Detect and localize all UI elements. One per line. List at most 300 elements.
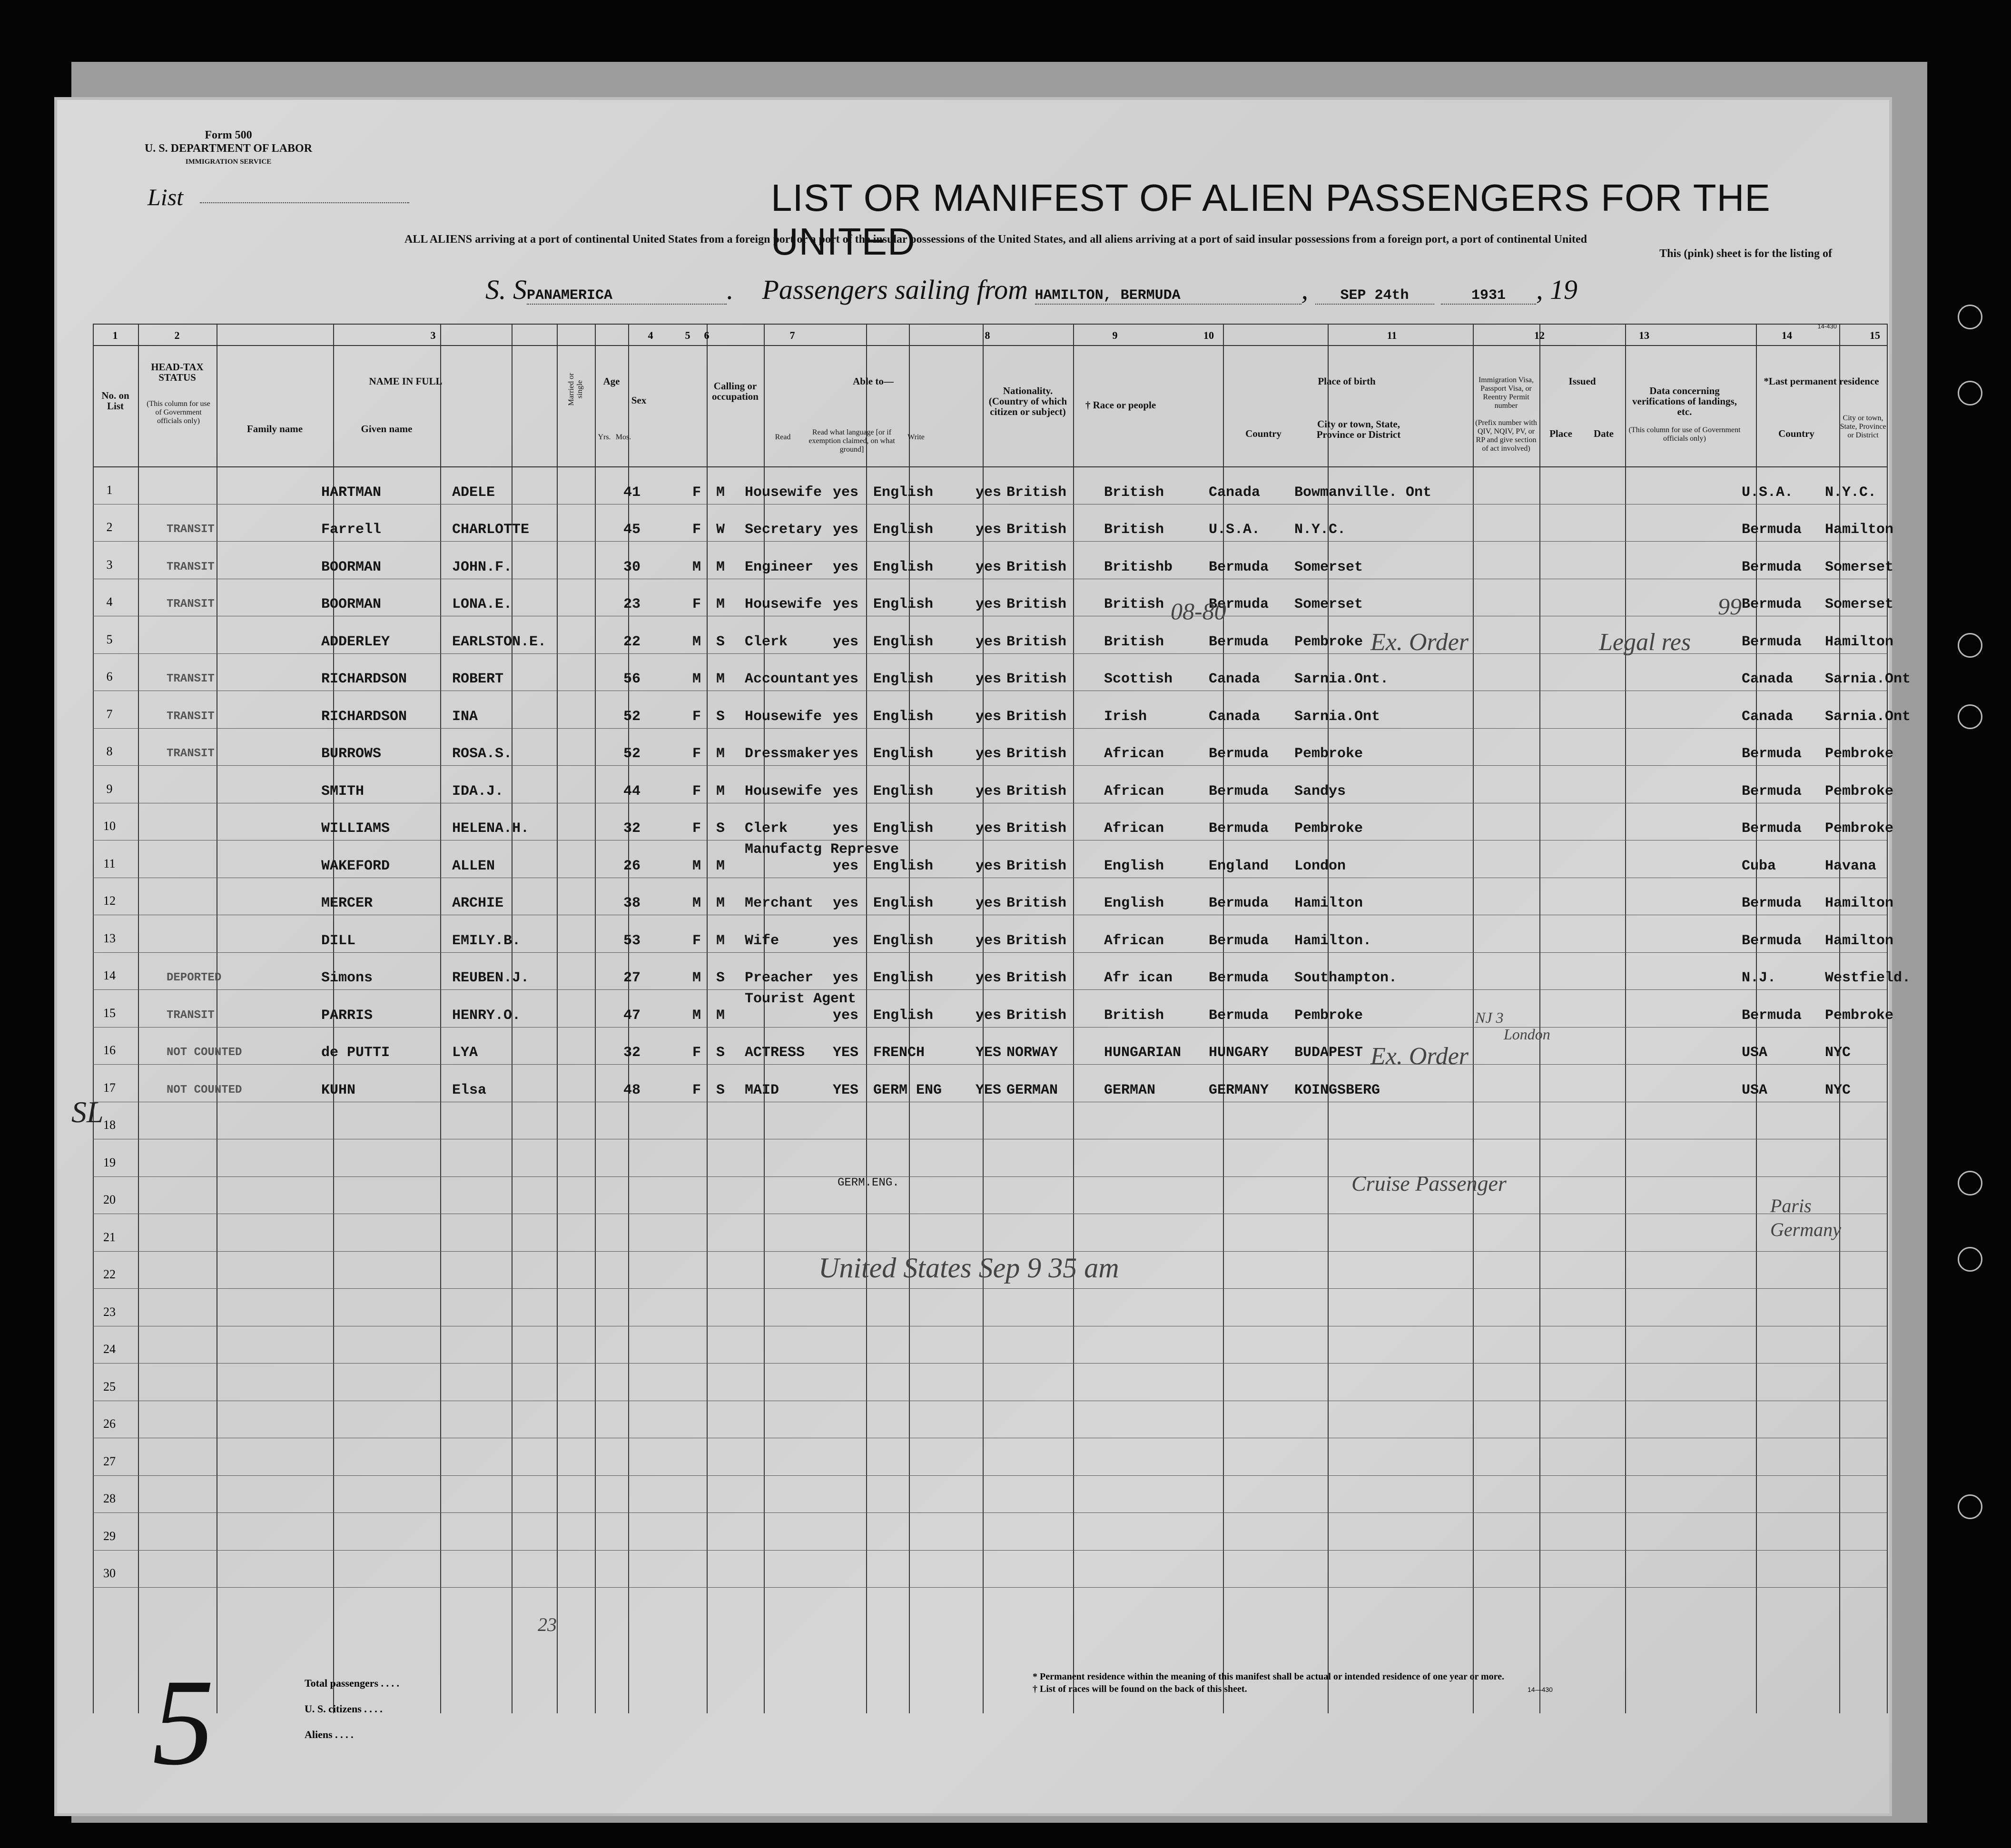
cell-res-country: Bermuda xyxy=(1742,596,1802,613)
cell-yrs: 26 xyxy=(623,858,641,874)
handwritten-note: 08-80 xyxy=(1171,598,1226,624)
cell-birth-city: Hamilton xyxy=(1294,895,1363,911)
cell-family: ADDERLEY xyxy=(321,633,390,650)
cell-family: HARTMAN xyxy=(321,484,382,501)
cell-res-city: Pembroke xyxy=(1825,1007,1894,1024)
form-block xyxy=(133,128,324,168)
cell-sex: M xyxy=(692,895,701,911)
list-label: List xyxy=(148,184,184,210)
cell-birth-country: England xyxy=(1209,858,1269,874)
page-mark: 5 xyxy=(152,1654,214,1791)
cell-birth-city: Southampton. xyxy=(1294,970,1398,986)
column-divider xyxy=(1539,324,1540,1713)
cell-birth-country: Bermuda xyxy=(1209,970,1269,986)
cell-nationality: British xyxy=(1006,708,1067,725)
row-number: 25 xyxy=(103,1379,116,1393)
handwritten-note: 99 xyxy=(1718,593,1742,620)
ship-prefix: S. S xyxy=(485,274,527,305)
cell-birth-city: Bowmanville. Ont xyxy=(1294,484,1432,501)
ship-line: S. SPANAMERICA . Passengers sailing from HAMILTON, BERMUDA , SEP 24th 1931 , 19 xyxy=(485,274,1578,305)
cell-family: WAKEFORD xyxy=(321,858,390,874)
cell-birth-country: HUNGARY xyxy=(1209,1045,1269,1061)
cell-yrs: 30 xyxy=(623,559,641,575)
cell-res-city: Somerset xyxy=(1825,559,1894,575)
cell-occupation: Manufactg Represve xyxy=(745,841,899,858)
column-number: 11 xyxy=(1387,329,1397,341)
cell-write: yes xyxy=(976,633,1002,650)
punch-hole xyxy=(1958,1494,1982,1519)
cell-write: yes xyxy=(976,484,1002,501)
cell-read: yes xyxy=(833,746,859,762)
cell-occupation: Clerk xyxy=(745,820,788,837)
cell-race: African xyxy=(1104,746,1164,762)
cell-write: yes xyxy=(976,522,1002,538)
cell-sex: F xyxy=(692,783,701,800)
handwritten-note: Ex. Order xyxy=(1370,629,1469,656)
row-number: 30 xyxy=(103,1566,116,1580)
row-number: 2 xyxy=(106,520,113,534)
cell-res-city: Pembroke xyxy=(1825,746,1894,762)
cell-res-country: Bermuda xyxy=(1742,820,1802,837)
row-number: 13 xyxy=(103,931,116,945)
cell-birth-country: Bermuda xyxy=(1209,633,1269,650)
cell-race: English xyxy=(1104,858,1164,874)
cell-ms: S xyxy=(716,970,725,986)
cell-family: KUHN xyxy=(321,1082,356,1098)
cell-birth-city: KOINGSBERG xyxy=(1294,1082,1380,1098)
cell-read: yes xyxy=(833,1007,859,1024)
cell-birth-country: Canada xyxy=(1209,671,1261,687)
cell-read: yes xyxy=(833,708,859,725)
cell-yrs: 41 xyxy=(623,484,641,501)
column-number: 13 xyxy=(1639,329,1649,341)
cell-read: YES xyxy=(833,1082,859,1098)
cell-nationality: British xyxy=(1006,783,1067,800)
cell-read: yes xyxy=(833,559,859,575)
cell-res-city: Hamilton xyxy=(1825,522,1894,538)
header-name-in-full: NAME IN FULL xyxy=(369,376,443,387)
column-number: 10 xyxy=(1203,329,1214,341)
cell-language: English xyxy=(873,484,934,501)
row-number: 29 xyxy=(103,1529,116,1543)
cell-res-country: Canada xyxy=(1742,708,1794,725)
row-number: 16 xyxy=(103,1043,116,1057)
cell-ms: S xyxy=(716,708,725,725)
cell-read: yes xyxy=(833,858,859,874)
cell-status: DEPORTED xyxy=(167,971,222,984)
sailing-date: SEP 24th xyxy=(1315,287,1434,305)
cell-race: African xyxy=(1104,932,1164,949)
row-number: 28 xyxy=(103,1492,116,1505)
cell-birth-country: Bermuda xyxy=(1209,820,1269,837)
cell-yrs: 52 xyxy=(623,746,641,762)
cell-read: YES xyxy=(833,1045,859,1061)
cell-occupation: ACTRESS xyxy=(745,1045,805,1061)
column-divider xyxy=(1073,324,1074,1713)
row-rule xyxy=(93,1363,1887,1364)
column-number: 6 xyxy=(704,329,710,341)
header-last-residence: *Last permanent residence xyxy=(1764,376,1879,387)
cell-birth-city: Pembroke xyxy=(1294,746,1363,762)
cell-language: English xyxy=(873,895,934,911)
cell-given: ROBERT xyxy=(452,671,504,687)
cell-given: IDA.J. xyxy=(452,783,504,800)
cell-yrs: 32 xyxy=(623,1045,641,1061)
header-sex: Sex xyxy=(631,395,647,406)
header-visa-note: (Prefix number with QIV, NQIV, PV, or RP and give section of act involved) xyxy=(1475,419,1537,453)
cell-race: British xyxy=(1104,596,1164,613)
cell-res-country: Canada xyxy=(1742,671,1794,687)
cell-family: WILLIAMS xyxy=(321,820,390,837)
column-number: 12 xyxy=(1534,329,1545,341)
row-number: 4 xyxy=(106,595,113,609)
row-rule xyxy=(93,989,1887,990)
row-number: 23 xyxy=(103,1304,116,1319)
cell-write: yes xyxy=(976,895,1002,911)
cell-yrs: 47 xyxy=(623,1007,641,1024)
cell-occupation: Wife xyxy=(745,932,779,949)
form-code-top: 14-430 xyxy=(1817,323,1837,330)
column-divider xyxy=(557,324,558,1713)
column-number: 9 xyxy=(1112,329,1118,341)
manifest-title: LIST OR MANIFEST OF ALIEN PASSENGERS FOR THE UNITED xyxy=(771,177,1771,263)
punch-hole xyxy=(1958,704,1982,729)
cell-sex: F xyxy=(692,746,701,762)
header-nationality: Nationality. (Country of which citizen or subject) xyxy=(988,385,1067,417)
punch-hole xyxy=(1958,305,1982,329)
cell-sex: F xyxy=(692,820,701,837)
cell-race: Afr ican xyxy=(1104,970,1173,986)
cell-nationality: GERMAN xyxy=(1006,1082,1058,1098)
cell-race: GERMAN xyxy=(1104,1082,1156,1098)
cell-nationality: British xyxy=(1006,820,1067,837)
row-number: 18 xyxy=(103,1118,116,1132)
row-number: 19 xyxy=(103,1155,116,1169)
header-no-on-list: No. on List xyxy=(101,390,129,412)
cell-res-country: Bermuda xyxy=(1742,895,1802,911)
cell-birth-city: Somerset xyxy=(1294,596,1363,613)
cell-birth-city: Sarnia.Ont xyxy=(1294,708,1380,725)
row-rule xyxy=(93,1027,1887,1028)
cell-nationality: British xyxy=(1006,484,1067,501)
cell-nationality: British xyxy=(1006,633,1067,650)
cell-birth-city: Pembroke xyxy=(1294,633,1363,650)
cell-sex: F xyxy=(692,522,701,538)
cell-birth-country: U.S.A. xyxy=(1209,522,1261,538)
cell-status: TRANSIT xyxy=(167,523,215,536)
cell-language: English xyxy=(873,858,934,874)
cell-yrs: 45 xyxy=(623,522,641,538)
cell-birth-country: Bermuda xyxy=(1209,1007,1269,1024)
cell-ms: M xyxy=(716,932,725,949)
header-calling: Calling or occupation xyxy=(711,380,759,402)
row-number: 1 xyxy=(106,483,113,497)
cell-read: yes xyxy=(833,895,859,911)
ship-name: PANAMERICA xyxy=(527,287,727,305)
cell-write: yes xyxy=(976,708,1002,725)
cell-family: Simons xyxy=(321,970,373,986)
footer-totals xyxy=(305,1670,399,1748)
punch-hole xyxy=(1958,633,1982,658)
cell-given: JOHN.F. xyxy=(452,559,513,575)
cell-sex: M xyxy=(692,633,701,650)
cell-language: English xyxy=(873,746,934,762)
manifest-table xyxy=(93,324,1911,1713)
cell-ms: M xyxy=(716,671,725,687)
header-yrs: Yrs. xyxy=(598,433,611,441)
cell-yrs: 44 xyxy=(623,783,641,800)
handwritten-note: Ex. Order xyxy=(1370,1043,1469,1070)
cell-nationality: British xyxy=(1006,858,1067,874)
header-landings-note: (This column for use of Government officials only) xyxy=(1628,426,1741,443)
aliens-label: Aliens . . . . xyxy=(305,1729,354,1740)
row-number: 10 xyxy=(103,819,116,833)
cell-write: yes xyxy=(976,1007,1002,1024)
cell-res-country: Bermuda xyxy=(1742,559,1802,575)
cell-yrs: 48 xyxy=(623,1082,641,1098)
cell-occupation: Merchant xyxy=(745,895,814,911)
row-number: 11 xyxy=(103,856,116,870)
row-rule xyxy=(93,1176,1887,1177)
cell-read: yes xyxy=(833,522,859,538)
row-number: 24 xyxy=(103,1342,116,1356)
header-landings: Data concerning verifications of landings, etc. xyxy=(1632,385,1737,417)
column-divider xyxy=(866,324,867,1713)
handwritten-note: Cruise Passenger xyxy=(1351,1171,1507,1196)
row-number: 7 xyxy=(106,707,113,721)
cell-write: yes xyxy=(976,970,1002,986)
footer-form-code: 14—430 xyxy=(1528,1686,1553,1693)
header-given-name: Given name xyxy=(361,423,413,435)
cell-status: TRANSIT xyxy=(167,710,215,723)
cell-res-city: Somerset xyxy=(1825,596,1894,613)
cell-write: yes xyxy=(976,559,1002,575)
row-rule xyxy=(93,1550,1887,1551)
cell-status: TRANSIT xyxy=(167,672,215,685)
cell-write: yes xyxy=(976,746,1002,762)
header-issued: Issued xyxy=(1568,376,1596,387)
row-number: 3 xyxy=(106,557,113,572)
cell-read: yes xyxy=(833,820,859,837)
header-race: † Race or people xyxy=(1085,399,1156,411)
sailing-year-typed: 1931 xyxy=(1441,287,1536,305)
cell-res-city: Havana xyxy=(1825,858,1877,874)
cell-given: ADELE xyxy=(452,484,495,501)
cell-ms: M xyxy=(716,783,725,800)
cell-yrs: 38 xyxy=(623,895,641,911)
column-number: 7 xyxy=(789,329,795,341)
cell-ms: M xyxy=(716,858,725,874)
cell-family: PARRIS xyxy=(321,1007,373,1024)
header-family-name: Family name xyxy=(246,423,303,435)
column-number: 14 xyxy=(1782,329,1792,341)
header-read-language: Read what language [or if exemption claimed, on what ground] xyxy=(808,428,895,454)
cell-race: Irish xyxy=(1104,708,1147,725)
handwritten-note: Legal res xyxy=(1599,629,1691,656)
cell-read: yes xyxy=(833,932,859,949)
cell-res-city: NYC xyxy=(1825,1082,1851,1098)
cell-race: Britishb xyxy=(1104,559,1173,575)
cell-given: LONA.E. xyxy=(452,596,513,613)
cell-res-city: Hamilton xyxy=(1825,932,1894,949)
column-divider xyxy=(1473,324,1474,1713)
row-number: 27 xyxy=(103,1454,116,1468)
column-divider xyxy=(138,324,139,1713)
cell-language: English xyxy=(873,559,934,575)
cell-write: yes xyxy=(976,596,1002,613)
cell-birth-country: Bermuda xyxy=(1209,783,1269,800)
cell-race: Scottish xyxy=(1104,671,1173,687)
row-number: 26 xyxy=(103,1417,116,1431)
cell-status: NOT COUNTED xyxy=(167,1046,242,1059)
sailing-label: Passengers sailing from xyxy=(762,274,1028,305)
cell-given: EMILY.B. xyxy=(452,932,521,949)
cell-res-city: Hamilton xyxy=(1825,633,1894,650)
row-rule xyxy=(93,1475,1887,1476)
row-rule xyxy=(93,541,1887,542)
cell-res-city: Sarnia.Ont xyxy=(1825,708,1911,725)
cell-res-country: U.S.A. xyxy=(1742,484,1794,501)
handwritten-note: United States Sep 9 35 am xyxy=(818,1252,1119,1284)
cell-occupation: Secretary xyxy=(745,522,822,538)
cell-status: TRANSIT xyxy=(167,598,215,611)
cell-sex: M xyxy=(692,559,701,575)
cell-sex: F xyxy=(692,708,701,725)
cell-given: Elsa xyxy=(452,1082,487,1098)
cell-res-country: Cuba xyxy=(1742,858,1776,874)
cell-family: DILL xyxy=(321,932,356,949)
cell-res-city: N.Y.C. xyxy=(1825,484,1877,501)
cell-nationality: British xyxy=(1006,746,1067,762)
cell-language: English xyxy=(873,820,934,837)
header-birth-country: Country xyxy=(1245,428,1282,439)
cell-family: MERCER xyxy=(321,895,373,911)
header-place-of-birth: Place of birth xyxy=(1318,376,1376,387)
cell-family: SMITH xyxy=(321,783,365,800)
row-number: 12 xyxy=(103,894,116,908)
cell-language: English xyxy=(873,783,934,800)
cell-read: yes xyxy=(833,633,859,650)
cell-given: CHARLOTTE xyxy=(452,522,530,538)
column-number: 5 xyxy=(685,329,690,341)
cell-sex: M xyxy=(692,1007,701,1024)
header-birth-city: City or town, State, Province or District xyxy=(1316,418,1401,440)
cell-language: English xyxy=(873,1007,934,1024)
manifest-sheet xyxy=(57,100,1911,1813)
cell-ms: S xyxy=(716,1045,725,1061)
cell-race: British xyxy=(1104,633,1164,650)
header-res-country: Country xyxy=(1778,428,1814,439)
row-number: 9 xyxy=(106,781,113,796)
cell-read: yes xyxy=(833,671,859,687)
sailing-year-printed: 19 xyxy=(1550,274,1578,305)
cell-occupation: Engineer xyxy=(745,559,814,575)
cell-sex: F xyxy=(692,484,701,501)
header-bottom-rule xyxy=(93,466,1887,467)
sailing-from: HAMILTON, BERMUDA xyxy=(1035,287,1301,305)
header-issued-place: Place xyxy=(1549,428,1572,439)
cell-given: ROSA.S. xyxy=(452,746,513,762)
handwritten-note: London xyxy=(1504,1026,1550,1043)
row-number: 17 xyxy=(103,1080,116,1095)
punch-hole xyxy=(1958,381,1982,405)
column-number: 3 xyxy=(430,329,436,341)
cell-family: BOORMAN xyxy=(321,596,382,613)
cell-nationality: British xyxy=(1006,522,1067,538)
cell-birth-country: Canada xyxy=(1209,708,1261,725)
total-passengers-label: Total passengers . . . . xyxy=(305,1677,400,1689)
cell-race: African xyxy=(1104,783,1164,800)
cell-race: African xyxy=(1104,820,1164,837)
cell-birth-country: GERMANY xyxy=(1209,1082,1269,1098)
cell-status: TRANSIT xyxy=(167,747,215,760)
footer-notes xyxy=(1033,1670,1504,1695)
cell-read: yes xyxy=(833,783,859,800)
form-number: Form 500 xyxy=(205,129,252,141)
cell-language: English xyxy=(873,522,934,538)
cell-yrs: 56 xyxy=(623,671,641,687)
cell-occupation: Housewife xyxy=(745,708,822,725)
cell-sex: F xyxy=(692,596,701,613)
row-number: 22 xyxy=(103,1267,116,1281)
cell-given: LYA xyxy=(452,1045,478,1061)
cell-ms: M xyxy=(716,484,725,501)
cell-yrs: 27 xyxy=(623,970,641,986)
row-number: 5 xyxy=(106,632,113,646)
cell-nationality: British xyxy=(1006,671,1067,687)
cell-language: English xyxy=(873,932,934,949)
column-number: 4 xyxy=(648,329,653,341)
cell-language: English xyxy=(873,708,934,725)
cell-res-city: Sarnia.Ont xyxy=(1825,671,1911,687)
row-rule xyxy=(93,952,1887,953)
header-read: Read xyxy=(775,433,791,441)
cell-family: Farrell xyxy=(321,522,382,538)
cell-language: English xyxy=(873,970,934,986)
cell-birth-city: Hamilton. xyxy=(1294,932,1372,949)
cell-write: yes xyxy=(976,932,1002,949)
row-rule xyxy=(93,728,1887,729)
column-divider xyxy=(440,324,441,1713)
cell-occupation: Preacher xyxy=(745,970,814,986)
us-citizens-label: U. S. citizens . . . . xyxy=(305,1703,383,1715)
cell-res-city: Pembroke xyxy=(1825,820,1894,837)
cell-birth-city: BUDAPEST xyxy=(1294,1045,1363,1061)
cell-yrs: 23 xyxy=(623,596,641,613)
cell-res-country: USA xyxy=(1742,1082,1768,1098)
cell-race: British xyxy=(1104,484,1164,501)
cell-res-country: N.J. xyxy=(1742,970,1776,986)
cell-nationality: British xyxy=(1006,1007,1067,1024)
handwritten-note: 23 xyxy=(538,1614,557,1635)
manifest-subtitle: ALL ALIENS arriving at a port of continental United States from a foreign port or a port of the insular possessions of the United States, and all aliens arriving at a port of said insular possessions from a foreign port, a port of continental United xyxy=(404,233,1587,246)
column-divider xyxy=(595,324,596,1713)
row-rule xyxy=(93,1288,1887,1289)
cell-birth-city: Sarnia.Ont. xyxy=(1294,671,1389,687)
row-number: 15 xyxy=(103,1006,116,1020)
cell-occupation: Tourist Agent xyxy=(745,990,857,1007)
cell-nationality: British xyxy=(1006,932,1067,949)
column-number-rule xyxy=(93,345,1887,346)
cell-family: RICHARDSON xyxy=(321,671,407,687)
cell-status: TRANSIT xyxy=(167,1008,215,1022)
cell-family: de PUTTI xyxy=(321,1045,390,1061)
cell-ms: S xyxy=(716,633,725,650)
column-number: 8 xyxy=(985,329,990,341)
row-number: 8 xyxy=(106,744,113,758)
cell-family: BOORMAN xyxy=(321,559,382,575)
cell-race: British xyxy=(1104,1007,1164,1024)
